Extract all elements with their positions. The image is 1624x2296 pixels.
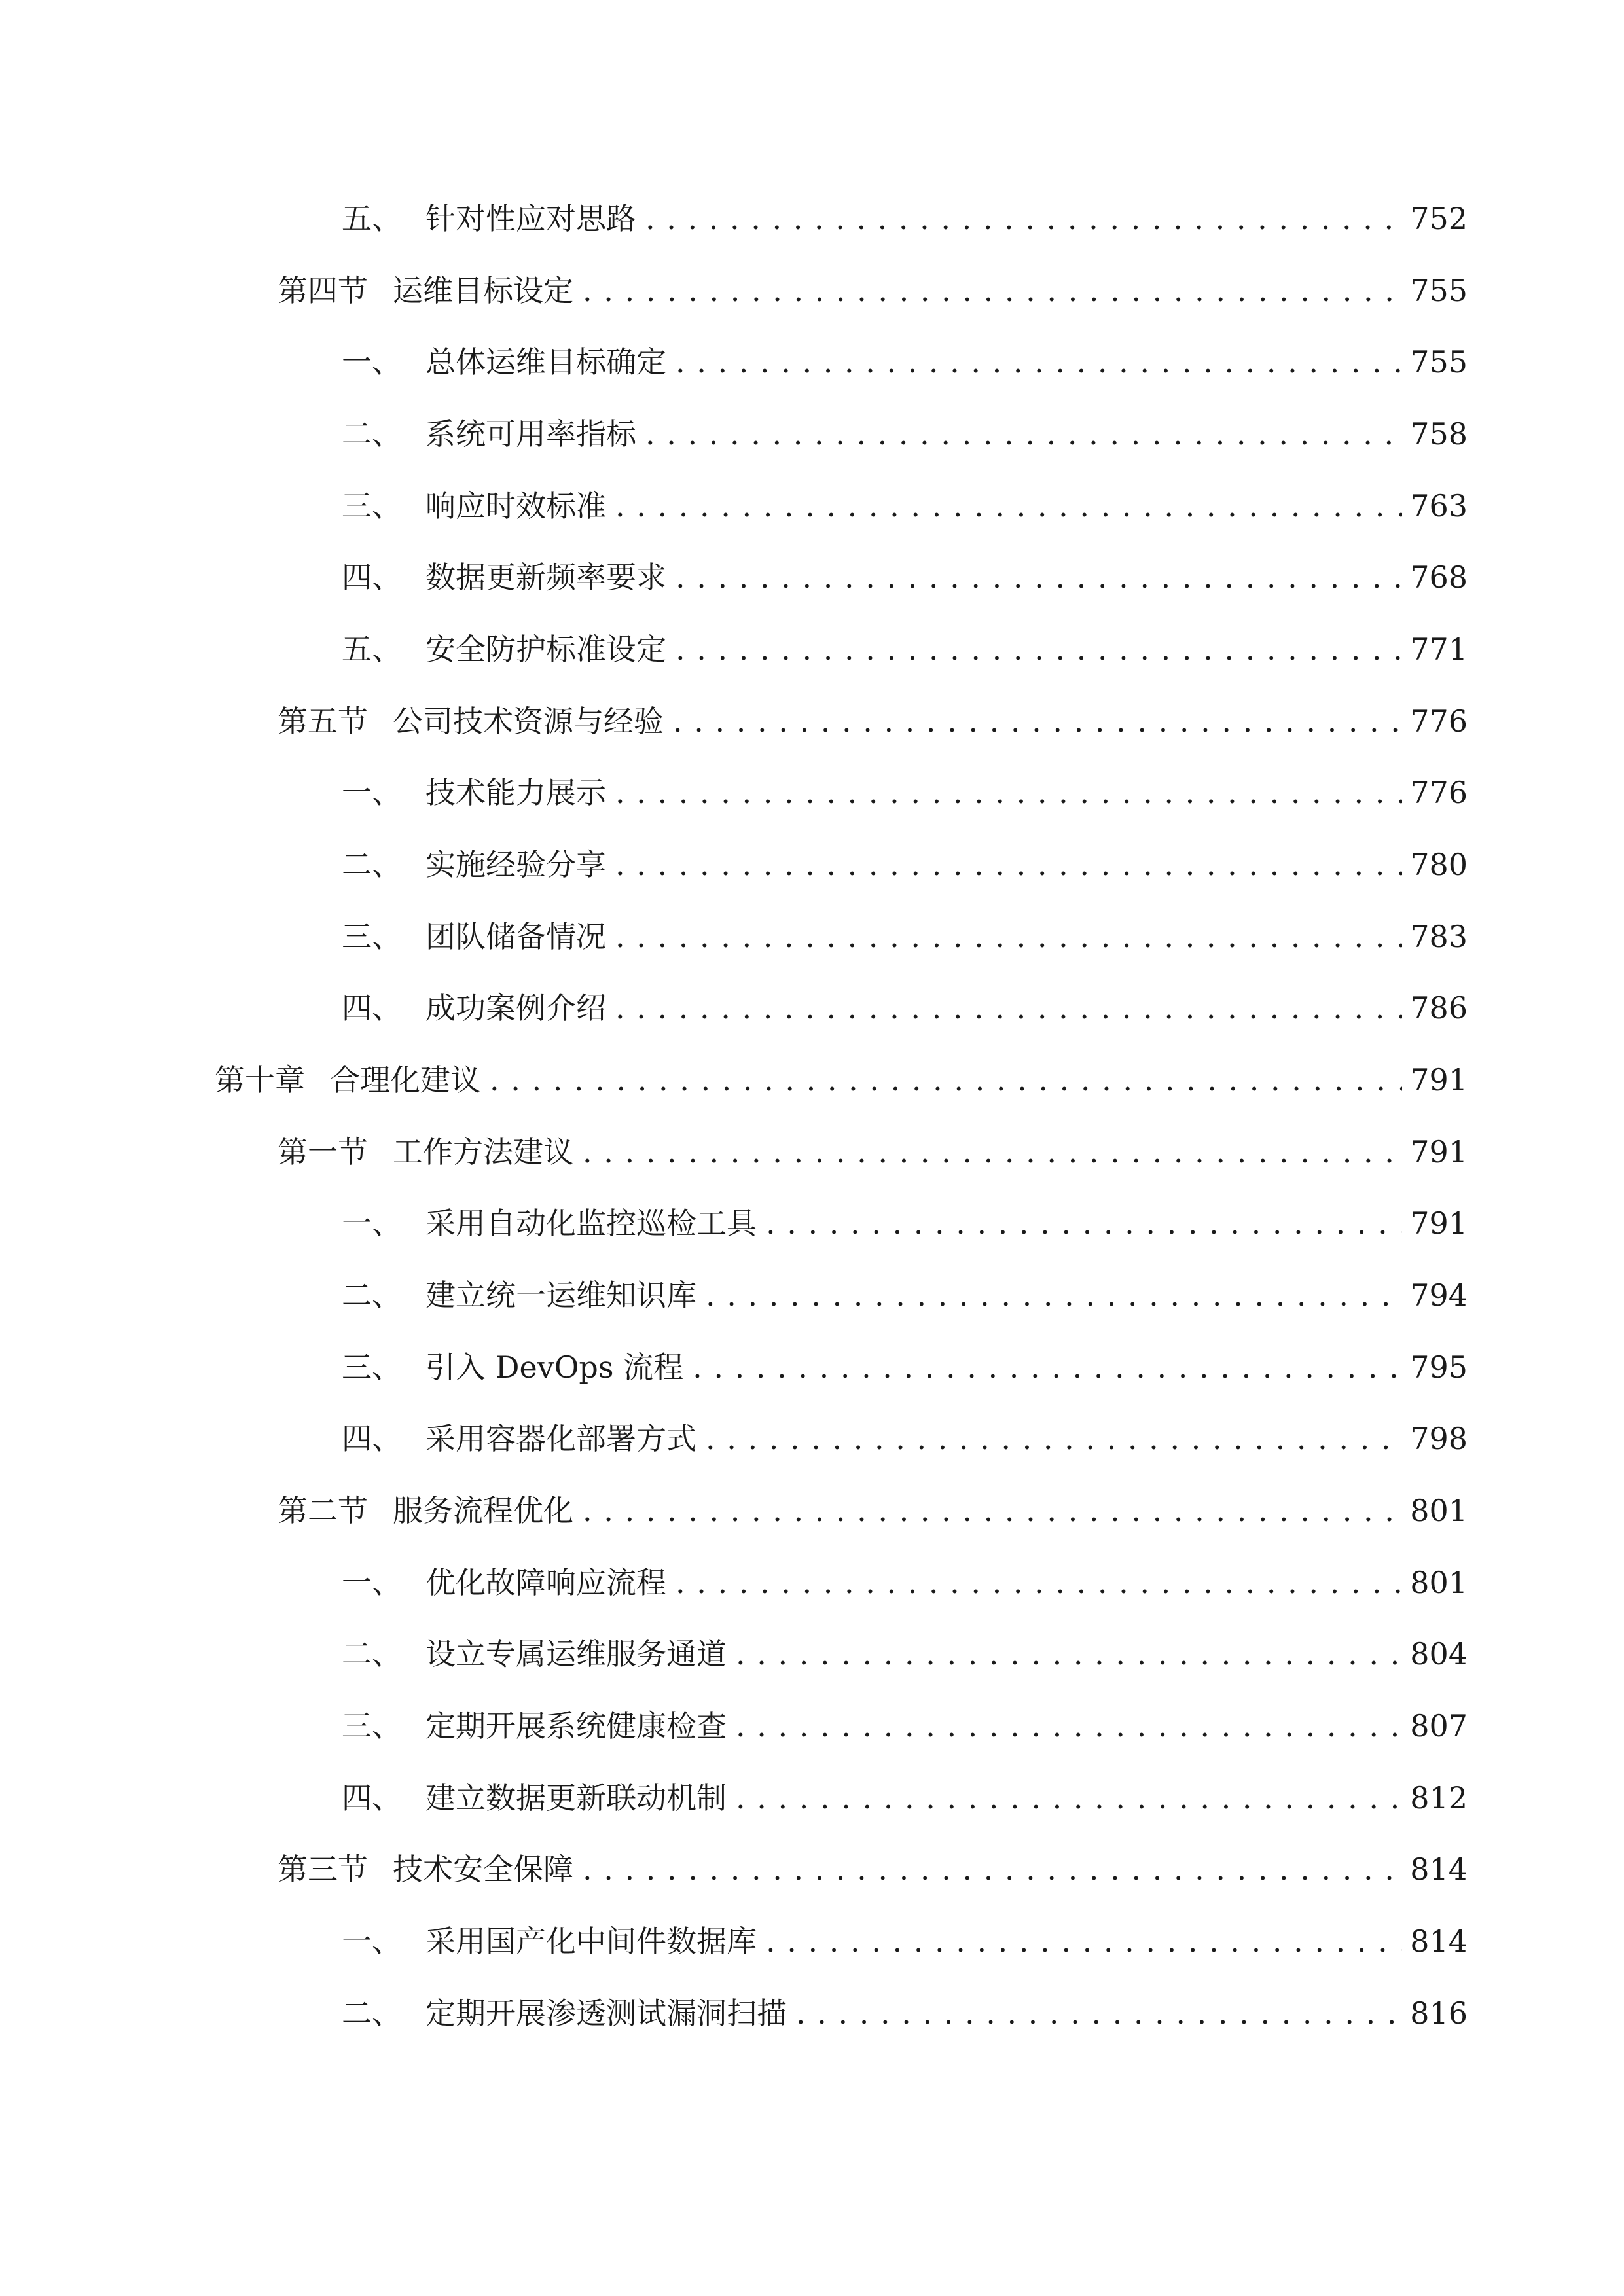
toc-entry-number: 一、 — [342, 1206, 402, 1241]
toc-entry[interactable] — [342, 551, 1468, 603]
toc-entry-number: 一、 — [342, 775, 402, 810]
toc-entry-title: 数据更新频率要求 — [425, 560, 666, 595]
toc-dot-leader — [615, 766, 1402, 819]
toc-entry-number: 四、 — [342, 1780, 402, 1816]
toc-entry-title: 团队储备情况 — [425, 919, 606, 954]
toc-entry-number: 一、 — [342, 1924, 402, 1959]
toc-entry[interactable] — [342, 1700, 1468, 1752]
toc-entry-number: 五、 — [342, 632, 402, 667]
toc-entry-title: 定期开展系统健康检查 — [425, 1708, 727, 1744]
toc-entry-number: 一、 — [342, 344, 402, 380]
toc-dot-leader — [583, 1843, 1402, 1895]
toc-entry-page: 755 — [1410, 344, 1468, 380]
toc-dot-leader — [583, 1484, 1402, 1537]
toc-dot-leader — [676, 623, 1402, 675]
toc-entry[interactable] — [342, 1915, 1468, 1967]
toc-entry-number: 四、 — [342, 1421, 402, 1456]
toc-entry-page: 758 — [1410, 416, 1468, 452]
toc-dot-leader — [615, 910, 1402, 963]
toc-section[interactable] — [278, 1843, 1468, 1895]
toc-entry[interactable] — [342, 982, 1468, 1034]
toc-entry-page: 786 — [1410, 990, 1468, 1026]
toc-entry-title: 技术能力展示 — [425, 775, 606, 810]
toc-section-page: 801 — [1410, 1493, 1468, 1528]
toc-chapter-number: 第十章 — [215, 1062, 305, 1098]
toc-entry-title: 实施经验分享 — [425, 847, 606, 882]
toc-section-page: 791 — [1410, 1134, 1468, 1170]
toc-dot-leader — [766, 1915, 1402, 1967]
toc-dot-leader — [736, 1700, 1402, 1752]
toc-entry-number: 二、 — [342, 1636, 402, 1672]
toc-dot-leader — [615, 480, 1402, 532]
toc-section[interactable] — [278, 264, 1468, 317]
toc-entry-page: 791 — [1410, 1206, 1468, 1241]
toc-entry-page: 794 — [1410, 1278, 1468, 1313]
toc-entry-page: 795 — [1410, 1350, 1468, 1385]
toc-entry[interactable] — [342, 1269, 1468, 1321]
toc-section-title: 技术安全保障 — [393, 1852, 573, 1887]
toc-entry-page: 798 — [1410, 1421, 1468, 1456]
toc-entry-title: 总体运维目标确定 — [425, 344, 666, 380]
toc-dot-leader — [615, 982, 1402, 1034]
toc-dot-leader — [645, 408, 1402, 460]
toc-entry-number: 三、 — [342, 1350, 402, 1385]
toc-entry-number: 三、 — [342, 919, 402, 954]
toc-entry-number: 二、 — [342, 847, 402, 882]
toc-entry-title: 系统可用率指标 — [425, 416, 636, 452]
toc-dot-leader — [736, 1772, 1402, 1824]
toc-section-page: 776 — [1410, 704, 1468, 739]
toc-entry-page: 783 — [1410, 919, 1468, 954]
toc-dot-leader — [615, 838, 1402, 891]
toc-entry[interactable] — [342, 1772, 1468, 1824]
toc-section-title: 运维目标设定 — [393, 273, 573, 308]
toc-entry-title: 建立统一运维知识库 — [425, 1278, 696, 1313]
toc-entry-page: 801 — [1410, 1565, 1468, 1600]
toc-dot-leader — [796, 1987, 1402, 2039]
toc-dot-leader — [676, 1556, 1402, 1609]
toc-entry-page: 807 — [1410, 1708, 1468, 1744]
toc-entry-title: 安全防护标准设定 — [425, 632, 666, 667]
toc-entry-number: 五、 — [342, 201, 402, 236]
toc-section[interactable] — [278, 1484, 1468, 1537]
toc-entry[interactable] — [342, 1412, 1468, 1465]
toc-section-page: 814 — [1410, 1852, 1468, 1887]
toc-chapter-title: 合理化建议 — [330, 1062, 480, 1098]
toc-section-page: 755 — [1410, 273, 1468, 308]
toc-section-number: 第二节 — [278, 1493, 368, 1528]
toc-entry-number: 二、 — [342, 416, 402, 452]
toc-chapter[interactable] — [215, 1054, 1468, 1106]
toc-entry-page: 816 — [1410, 1996, 1468, 2031]
toc-entry-page: 771 — [1410, 632, 1468, 667]
toc-dot-leader — [490, 1054, 1402, 1106]
toc-entry-title: 成功案例介绍 — [425, 990, 606, 1026]
toc-dot-leader — [673, 695, 1402, 747]
toc-entry-page: 780 — [1410, 847, 1468, 882]
toc-chapter-page: 791 — [1410, 1062, 1468, 1098]
toc-section-number: 第三节 — [278, 1852, 368, 1887]
toc-entry-title: 采用国产化中间件数据库 — [425, 1924, 757, 1959]
toc-entry[interactable] — [342, 1987, 1468, 2039]
toc-entry-page: 776 — [1410, 775, 1468, 810]
toc-dot-leader — [583, 264, 1402, 317]
toc-entry-title: 定期开展渗透测试漏洞扫描 — [425, 1996, 787, 2031]
toc-dot-leader — [676, 551, 1402, 603]
toc-entry-number: 二、 — [342, 1996, 402, 2031]
toc-entry-number: 四、 — [342, 990, 402, 1026]
toc-dot-leader — [706, 1269, 1402, 1321]
toc-entry[interactable] — [342, 480, 1468, 532]
toc-dot-leader — [676, 336, 1402, 388]
toc-entry[interactable] — [342, 192, 1468, 245]
toc-entry-number: 三、 — [342, 488, 402, 524]
toc-section-title: 公司技术资源与经验 — [393, 704, 664, 739]
toc-entry[interactable] — [342, 1556, 1468, 1609]
toc-dot-leader — [706, 1412, 1402, 1465]
toc-entry[interactable] — [342, 408, 1468, 460]
toc-entry[interactable] — [342, 838, 1468, 891]
toc-entry-number: 三、 — [342, 1708, 402, 1744]
toc-section-number: 第一节 — [278, 1134, 368, 1170]
toc-entry[interactable] — [342, 1628, 1468, 1680]
toc-entry[interactable] — [342, 766, 1468, 819]
toc-entry-title: 优化故障响应流程 — [425, 1565, 666, 1600]
toc-dot-leader — [766, 1197, 1402, 1249]
toc-section-number: 第五节 — [278, 704, 368, 739]
toc-entry-page: 763 — [1410, 488, 1468, 524]
toc-entry-number: 一、 — [342, 1565, 402, 1600]
toc-entry-title: 建立数据更新联动机制 — [425, 1780, 727, 1816]
toc-dot-leader — [736, 1628, 1402, 1680]
toc-entry-title: 引入 DevOps 流程 — [425, 1350, 684, 1385]
toc-section-number: 第四节 — [278, 273, 368, 308]
toc-entry-page: 814 — [1410, 1924, 1468, 1959]
toc-section-title: 工作方法建议 — [393, 1134, 573, 1170]
toc-entry-page: 768 — [1410, 560, 1468, 595]
toc-entry-title: 采用容器化部署方式 — [425, 1421, 696, 1456]
toc-entry-title: 针对性应对思路 — [425, 201, 636, 236]
toc-entry-page: 804 — [1410, 1636, 1468, 1672]
toc-dot-leader — [693, 1341, 1402, 1393]
toc-entry-title: 响应时效标准 — [425, 488, 606, 524]
toc-entry[interactable] — [342, 336, 1468, 388]
toc-entry-title: 采用自动化监控巡检工具 — [425, 1206, 757, 1241]
toc-entry-title: 设立专属运维服务通道 — [425, 1636, 727, 1672]
toc-dot-leader — [583, 1126, 1402, 1178]
toc-entry[interactable] — [342, 910, 1468, 963]
toc-entry-page: 812 — [1410, 1780, 1468, 1816]
toc-section[interactable] — [278, 695, 1468, 747]
toc-section-title: 服务流程优化 — [393, 1493, 573, 1528]
toc-entry-number: 四、 — [342, 560, 402, 595]
toc-dot-leader — [645, 192, 1402, 245]
toc-entry[interactable] — [342, 1197, 1468, 1249]
toc-entry[interactable] — [342, 1341, 1468, 1393]
toc-section[interactable] — [278, 1126, 1468, 1178]
toc-entry-page: 752 — [1410, 201, 1468, 236]
toc-entry-number: 二、 — [342, 1278, 402, 1313]
toc-entry[interactable] — [342, 623, 1468, 675]
